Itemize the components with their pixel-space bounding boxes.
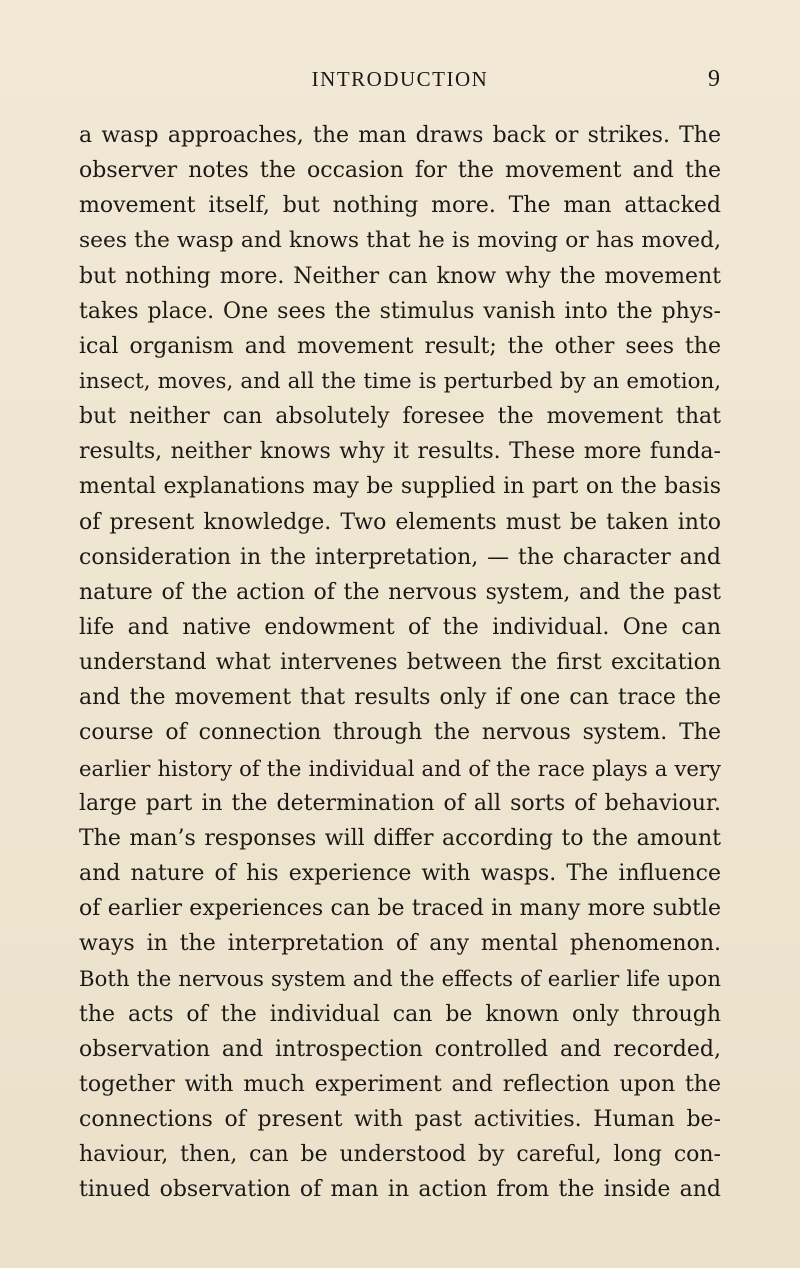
text-line: understand what intervenes between the first excitation xyxy=(79,650,721,676)
text-line: ways in the interpretation of any mental phenomenon. xyxy=(79,931,721,957)
text-line: and the movement that results only if one can trace the xyxy=(79,685,721,711)
text-line: observer notes the occasion for the movement and the xyxy=(79,158,721,184)
text-line: large part in the determination of all sorts of behaviour. xyxy=(79,790,721,816)
text-line: mental explanations may be supplied in part on the basis xyxy=(79,474,721,500)
text-line: takes place. One sees the stimulus vanish into the phys- xyxy=(79,298,721,324)
text-line: course of connection through the nervous system. The xyxy=(79,720,721,746)
text-line: connections of present with past activities. Human be- xyxy=(79,1106,721,1132)
text-line: together with much experiment and reflection upon the xyxy=(79,1071,721,1097)
text-line: the acts of the individual can be known only through xyxy=(79,1001,721,1027)
text-line: The man’s responses will differ according to the amount xyxy=(79,825,721,851)
text-line: earlier history of the individual and of the race plays a very xyxy=(79,755,721,781)
text-line: life and native endowment of the individual. One can xyxy=(79,614,721,640)
text-line: insect, moves, and all the time is perturbed by an emotion, xyxy=(79,368,721,394)
text-line: a wasp approaches, the man draws back or strikes. The xyxy=(79,123,721,148)
text-line: haviour, then, can be understood by careful, long con- xyxy=(79,1142,721,1168)
text-line: movement itself, but nothing more. The man attacked xyxy=(79,193,721,219)
text-line: of present knowledge. Two elements must be taken into xyxy=(79,509,721,535)
running-title: INTRODUCTION xyxy=(311,67,489,91)
text-line: and nature of his experience with wasps. The influence xyxy=(79,860,721,886)
text-line: consideration in the interpretation, — the character and xyxy=(79,544,721,570)
text-line: results, neither knows why it results. These more funda- xyxy=(79,439,721,465)
text-line: ical organism and movement result; the other sees the xyxy=(79,333,721,359)
text-line: nature of the action of the nervous system, and the past xyxy=(79,579,721,605)
running-head xyxy=(80,64,720,94)
text-line: but nothing more. Neither can know why the movement xyxy=(79,263,721,289)
text-line: tinued observation of man in action from the inside and xyxy=(79,1177,721,1203)
page-number: 9 xyxy=(708,66,720,92)
text-line: but neither can absolutely foresee the movement that xyxy=(79,404,721,430)
body-paragraph xyxy=(79,118,721,1207)
text-line: of earlier experiences can be traced in many more subtle xyxy=(79,896,721,922)
text-line: sees the wasp and knows that he is moving or has moved, xyxy=(79,228,721,254)
text-line: Both the nervous system and the effects of earlier life upon xyxy=(79,966,721,992)
text-line: observation and introspection controlled and recorded, xyxy=(79,1036,721,1062)
